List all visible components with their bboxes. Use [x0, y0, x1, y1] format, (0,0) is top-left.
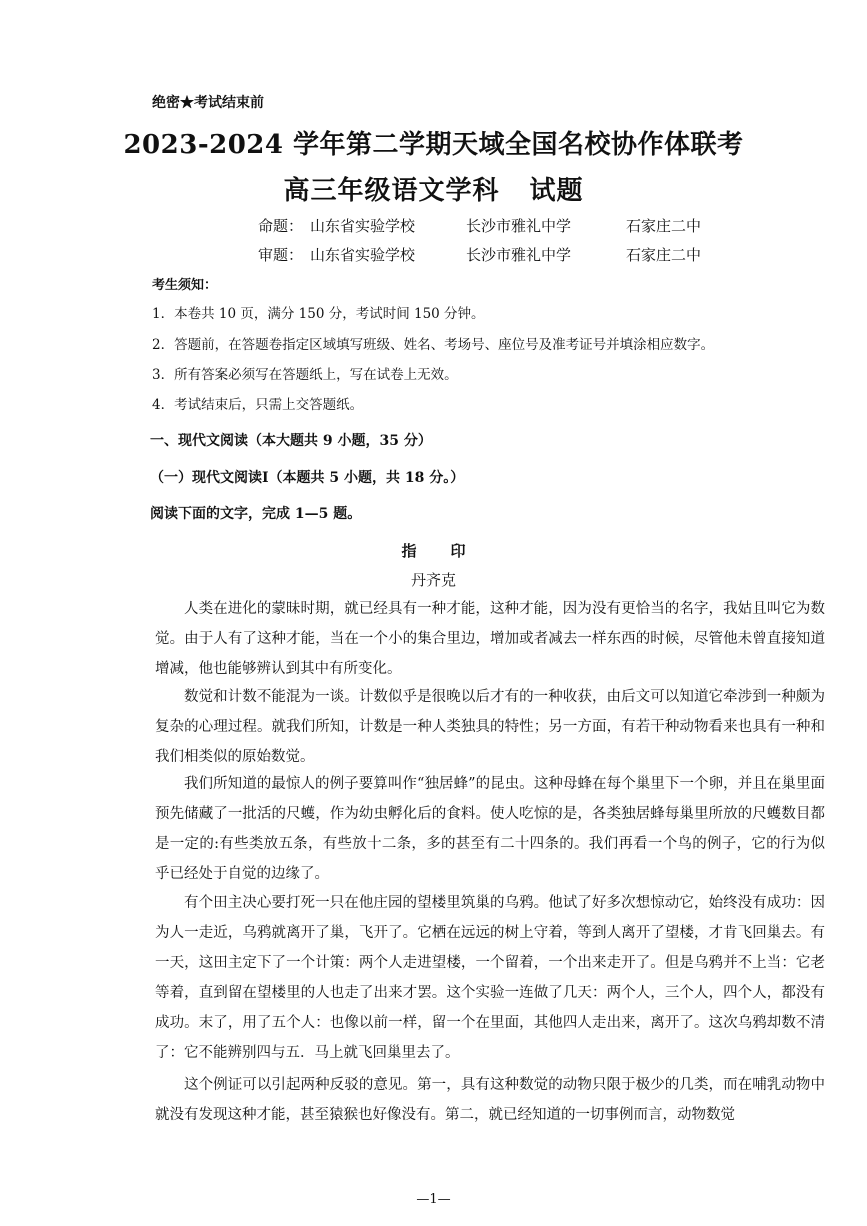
notice-title: 考生须知：: [152, 278, 218, 293]
credit-school: 长沙市雅礼中学: [466, 246, 572, 264]
reviewer-credit: [258, 244, 701, 265]
credit-school: 石家庄二中: [626, 246, 702, 264]
article-paragraph: 数觉和计数不能混为一谈。计数似乎是很晚以后才有的一种收获，由后文可以知道它牵涉到一种颇为复杂的心理过程。就我们所知，计数是一种人类独具的特性；另一方面，有若干种动物看来也具有一种和我们相类似的原始数觉。: [155, 689, 825, 765]
paper-type-label: 试题: [529, 176, 584, 206]
article-paragraph: 我们所知道的最惊人的例子要算叫作“独居蜂”的昆虫。这种母蜂在每个巢里下一个卵，并且在巢里面预先储藏了一批活的尺蠖，作为幼虫孵化后的食料。使人吃惊的是，各类独居蜂每巢里所放的尺蠖数目都是一定的:有些类放五条，有些放十二条，多的甚至有二十四条的。我们再看一个鸟的例子，它的行为似乎已经处于自觉的边缘了。: [155, 776, 825, 882]
article-title-char: 印: [450, 542, 466, 560]
credit-school: 长沙市雅礼中学: [466, 217, 572, 235]
exam-subtitle: [0, 170, 867, 207]
credit-school: 山东省实验学校: [310, 246, 416, 264]
subject-label: 高三年级语文学科: [283, 176, 500, 206]
credit-label: 审题：: [258, 246, 304, 264]
confidential-mark: 绝密★考试结束前: [152, 95, 264, 111]
subsection-heading: （一）现代文阅读Ⅰ（本题共 5 小题，共 18 分。）: [150, 470, 465, 486]
article-author: 丹齐克: [410, 571, 456, 589]
article-title: [0, 540, 867, 561]
exam-title: 2023-2024 学年第二学期天域全国名校协作体联考: [123, 130, 744, 160]
article-title-char: 指: [401, 542, 417, 560]
reading-instruction: 阅读下面的文字，完成 1—5 题。: [150, 506, 362, 522]
notice-item: 2．答题前，在答题卷指定区域填写班级、姓名、考场号、座位号及准考证号并填涂相应数字。: [152, 337, 715, 353]
page-number: —1—: [416, 1192, 451, 1207]
credit-school: 石家庄二中: [626, 217, 702, 235]
notice-item: 1．本卷共 10 页，满分 150 分，考试时间 150 分钟。: [152, 306, 485, 322]
credit-label: 命题：: [258, 217, 304, 235]
setter-credit: [258, 215, 701, 236]
article-paragraph: 有个田主决心要打死一只在他庄园的望楼里筑巢的乌鸦。他试了好多次想惊动它，始终没有成功：因为人一走近，乌鸦就离开了巢，飞开了。它栖在远远的树上守着，等到人离开了望楼，才肯飞回巢去。有一天，这田主定下了一个计策：两个人走进望楼，一个留着，一个出来走开了。但是乌鸦并不上当：它老等着，直到留在望楼里的人也走了出来才罢。这个实验一连做了几天：两个人，三个人，四个人，都没有成功。末了，用了五个人：也像以前一样，留一个在里面，其他四人走出来，离开了。这次乌鸦却数不清了：它不能辨别四与五．马上就飞回巢里去了。: [155, 895, 825, 1061]
section-heading: 一、现代文阅读（本大题共 9 小题，35 分）: [150, 433, 432, 449]
article-paragraph: 这个例证可以引起两种反驳的意见。第一，具有这种数觉的动物只限于极少的几类，而在哺乳动物中就没有发现这种才能，甚至猿猴也好像没有。第二，就已经知道的一切事例而言，动物数觉: [155, 1077, 825, 1123]
credit-school: 山东省实验学校: [310, 217, 416, 235]
article-paragraph: 人类在进化的蒙昧时期，就已经具有一种才能，这种才能，因为没有更恰当的名字，我姑且叫它为数觉。由于人有了这种才能，当在一个小的集合里边，增加或者减去一样东西的时候，尽管他未曾直接知道增减，他也能够辨认到其中有所变化。: [155, 601, 825, 677]
notice-item: 3．所有答案必须写在答题纸上，写在试卷上无效。: [152, 367, 458, 383]
notice-item: 4．考试结束后，只需上交答题纸。: [152, 397, 364, 413]
